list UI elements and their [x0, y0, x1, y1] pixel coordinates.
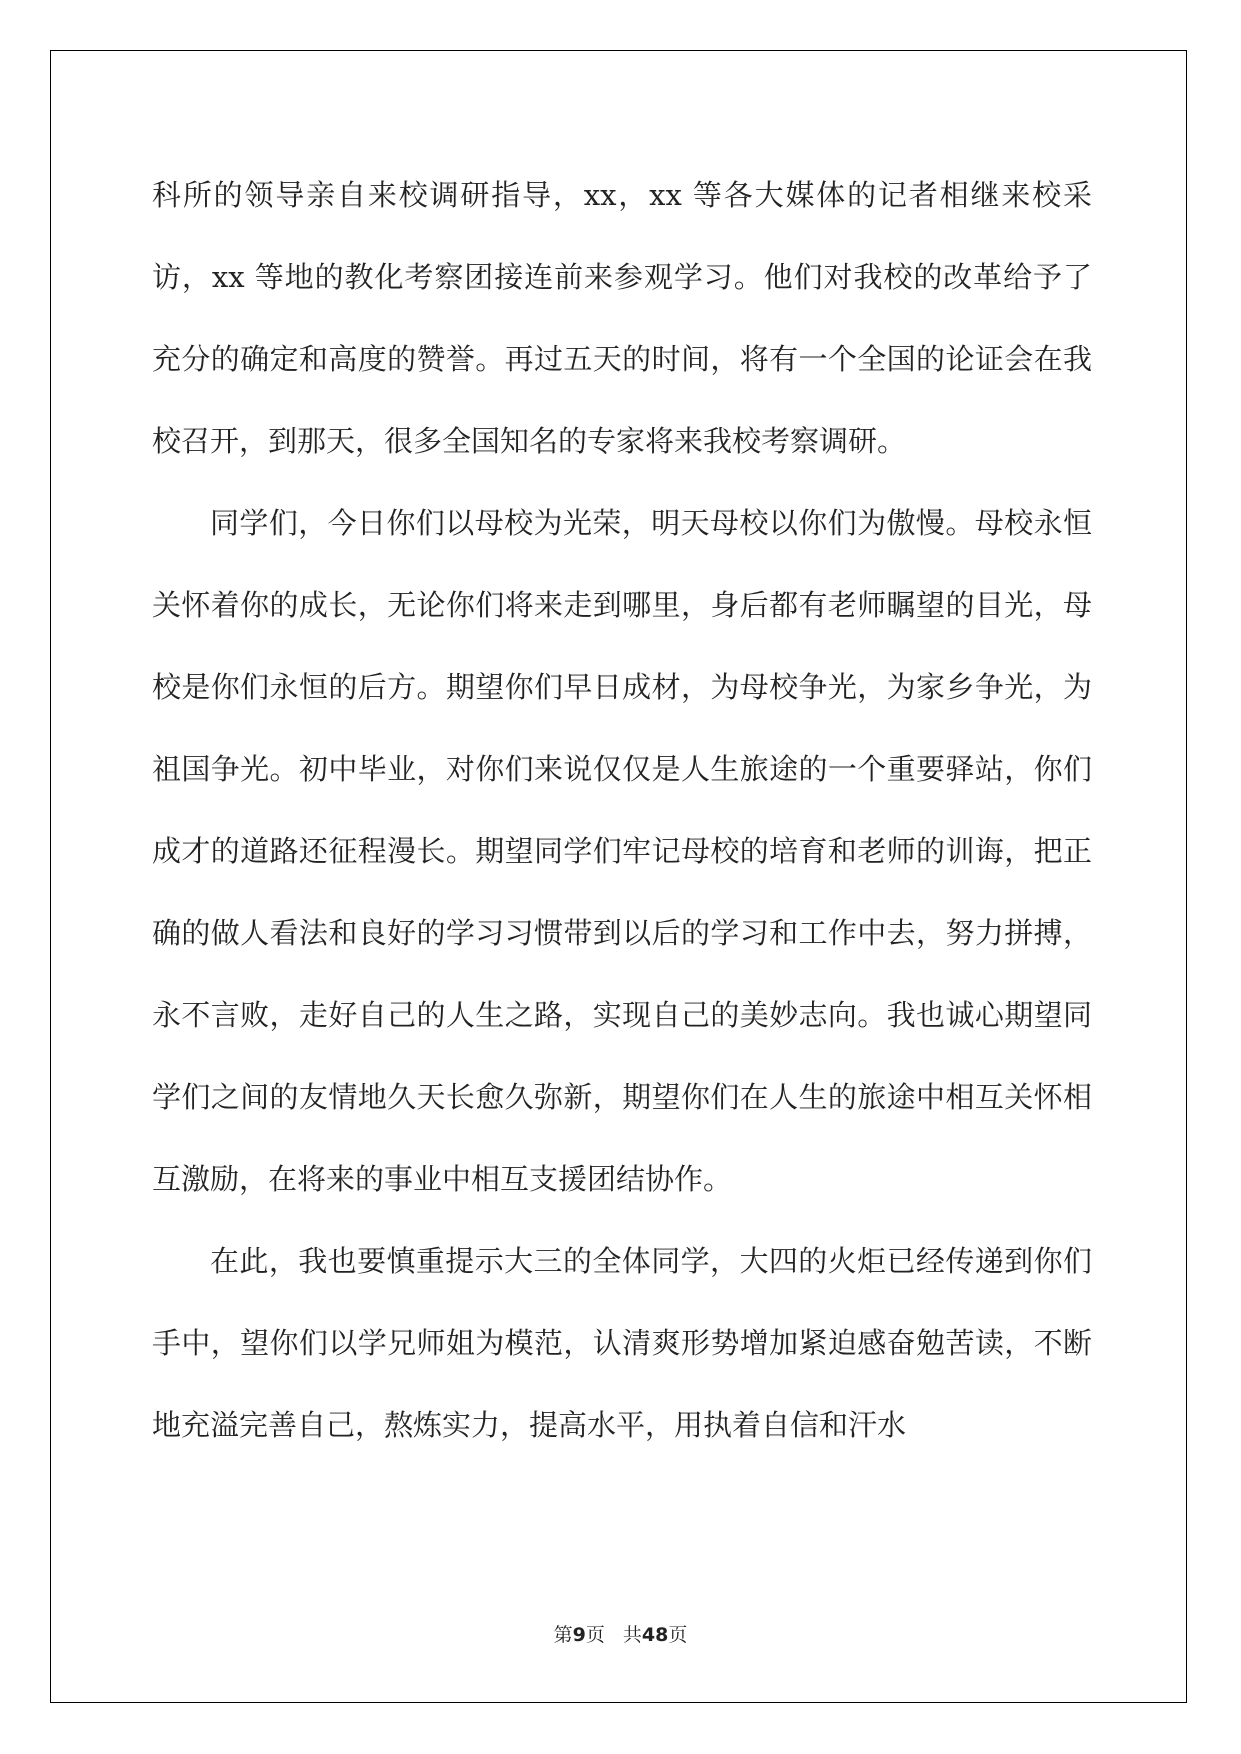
- page-total-number: 48: [641, 1624, 669, 1646]
- paragraph-3: 在此，我也要慎重提示大三的全体同学，大四的火炬已经传递到你们手中，望你们以学兄师姐为模范，认清爽形势增加紧迫感奋勉苦读，不断地充溢完善自己，熬炼实力，提高水平，用执着自信和汗水: [152, 1244, 1092, 1442]
- document-body: [152, 154, 1092, 1466]
- total-suffix: 页: [668, 1624, 688, 1646]
- page-prefix: 第: [553, 1624, 573, 1646]
- page-footer: [0, 1620, 1241, 1647]
- page-current-number: 9: [572, 1624, 586, 1646]
- paragraph-1: 科所的领导亲自来校调研指导，xx，xx 等各大媒体的记者相继来校采访，xx 等地的教化考察团接连前来参观学习。他们对我校的改革给予了充分的确定和高度的赞誉。再过五天的时间，将有一个全国的论证会在我校召开，到那天，很多全国知名的专家将来我校考察调研。: [152, 178, 1092, 458]
- page-mid-label: 页: [585, 1624, 605, 1646]
- total-prefix: 共: [622, 1624, 642, 1646]
- paragraph-2: 同学们，今日你们以母校为光荣，明天母校以你们为傲慢。母校永恒关怀着你的成长，无论你们将来走到哪里，身后都有老师瞩望的目光，母校是你们永恒的后方。期望你们早日成材，为母校争光，为家乡争光，为祖国争光。初中毕业，对你们来说仅仅是人生旅途的一个重要驿站，你们成才的道路还征程漫长。期望同学们牢记母校的培育和老师的训诲，把正确的做人看法和良好的学习习惯带到以后的学习和工作中去，努力拼搏，永不言败，走好自己的人生之路，实现自己的美妙志向。我也诚心期望同学们之间的友情地久天长愈久弥新，期望你们在人生的旅途中相互关怀相互激励，在将来的事业中相互支援团结协作。: [152, 506, 1092, 1196]
